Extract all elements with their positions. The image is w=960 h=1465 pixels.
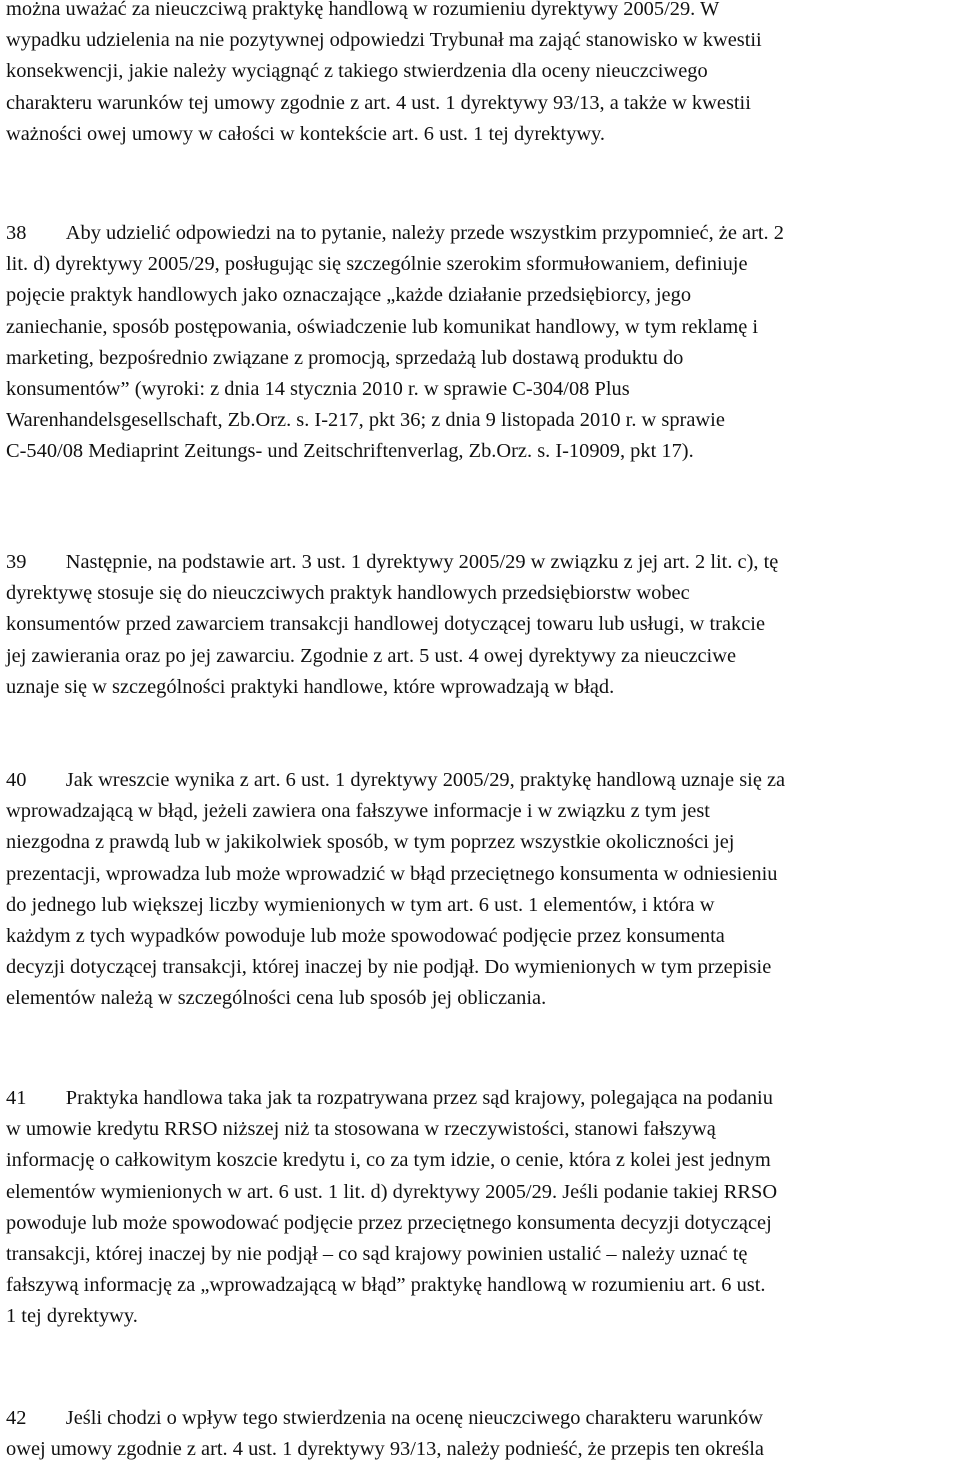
paragraph-42 — [6, 1403, 958, 1465]
text-line: wypadku udzielenia na nie pozytywnej odpowiedzi Trybunał ma zająć stanowisko w kwestii — [6, 29, 762, 52]
text-line: pojęcie praktyk handlowych jako oznaczające „każde działanie przedsiębiorcy, jego — [6, 284, 692, 307]
text-line: konsumentów” (wyroki: z dnia 14 stycznia 2010 r. w sprawie C‑304/08 Plus — [6, 377, 630, 400]
text-line: Jak wreszcie wynika z art. 6 ust. 1 dyrektywy 2005/29, praktykę handlową uznaje się za — [65, 769, 786, 791]
text-line: Praktyka handlowa taka jak ta rozpatrywana przez sąd krajowy, polegająca na podaniu — [65, 1087, 773, 1109]
text-line: wprowadzającą w błąd, jeżeli zawiera ona fałszywe informacje i w związku z tym jest — [6, 800, 710, 823]
text-line: dyrektywę stosuje się do nieuczciwych praktyk handlowych przedsiębiorstw wobec — [6, 582, 690, 605]
text-line: każdym z tych wypadków powoduje lub może spowodować podjęcie przez konsumenta — [6, 924, 725, 947]
text-line: elementów należą w szczególności cena lub sposób jej obliczania. — [6, 987, 547, 1010]
intro-paragraph — [6, 0, 958, 150]
text-line: do jednego lub większej liczby wymienionych w tym art. 6 ust. 1 elementów, i która w — [6, 893, 715, 916]
text-line: marketing, bezpośrednio związane z promocją, sprzedażą lub dostawą produktu do — [6, 346, 684, 369]
text-line: konsekwencji, jakie należy wyciągnąć z takiego stwierdzenia dla oceny nieuczciwego — [6, 60, 708, 83]
text-line: Jeśli chodzi o wpływ tego stwierdzenia na ocenę nieuczciwego charakteru warunków — [65, 1407, 763, 1429]
text-line: niezgodna z prawdą lub w jakikolwiek sposób, w tym poprzez wszystkie okoliczności jej — [6, 831, 735, 854]
text-line: decyzji dotyczącej transakcji, której inaczej by nie podjął. Do wymienionych w tym przepisie — [6, 956, 772, 979]
text-line: Aby udzielić odpowiedzi na to pytanie, należy przede wszystkim przypomnieć, że art. 2 — [65, 222, 784, 244]
text-line: elementów wymienionych w art. 6 ust. 1 lit. d) dyrektywy 2005/29. Jeśli podanie takiej RRSO — [6, 1180, 778, 1203]
text-line: transakcji, której inaczej by nie podjął – co sąd krajowy powinien ustalić – należy uznać tę — [6, 1242, 748, 1265]
text-line: informację o całkowitym koszcie kredytu i, co za tym idzie, o cenie, która z kolei jest jednym — [6, 1149, 771, 1172]
paragraph-number: 42 — [6, 1407, 27, 1429]
paragraph-number: 41 — [6, 1087, 27, 1109]
text-line: charakteru warunków tej umowy zgodnie z art. 4 ust. 1 dyrektywy 93/13, a także w kwestii — [6, 91, 751, 114]
text-line: w umowie kredytu RRSO niższej niż ta stosowana w rzeczywistości, stanowi fałszywą — [6, 1118, 716, 1141]
text-line: 1 tej dyrektywy. — [6, 1305, 138, 1328]
text-line: Następnie, na podstawie art. 3 ust. 1 dyrektywy 2005/29 w związku z jej art. 2 lit. c), tę — [65, 551, 779, 573]
text-line: fałszywą informację za „wprowadzającą w błąd” praktykę handlową w rozumieniu art. 6 ust. — [6, 1274, 766, 1297]
text-line: zaniechanie, sposób postępowania, oświadczenie lub komunikat handlowy, w tym reklamę i — [6, 315, 759, 338]
text-line: Warenhandelsgesellschaft, Zb.Orz. s. I‑217, pkt 36; z dnia 9 listopada 2010 r. w sprawie — [6, 409, 725, 432]
text-line: uznaje się w szczególności praktyki handlowe, które wprowadzają w błąd. — [6, 675, 615, 698]
text-line: powoduje lub może spowodować podjęcie przez przeciętnego konsumenta decyzji dotyczącej — [6, 1211, 772, 1234]
text-line: lit. d) dyrektywy 2005/29, posługując się szczególnie szerokim sformułowaniem, definiuje — [6, 253, 748, 276]
text-line: konsumentów przed zawarciem transakcji handlowej dotyczącej towaru lub usługi, w trakcie — [6, 613, 766, 636]
paragraph-40 — [6, 765, 958, 1015]
text-line: jej zawierania oraz po jej zawarciu. Zgodnie z art. 5 ust. 4 owej dyrektywy za nieuczciwe — [6, 644, 737, 667]
text-line: prezentacji, wprowadza lub może wprowadzić w błąd przeciętnego konsumenta w odniesieniu — [6, 862, 778, 885]
text-line: owej umowy zgodnie z art. 4 ust. 1 dyrektywy 93/13, należy podnieść, że przepis ten określa — [6, 1438, 764, 1461]
text-line: ważności owej umowy w całości w kontekście art. 6 ust. 1 tej dyrektywy. — [6, 122, 606, 145]
paragraph-number: 39 — [6, 551, 27, 573]
text-line: można uważać za nieuczciwą praktykę handlową w rozumieniu dyrektywy 2005/29. W — [6, 0, 720, 20]
paragraph-39 — [6, 547, 958, 703]
paragraph-number: 38 — [6, 222, 27, 244]
paragraph-38 — [6, 218, 958, 468]
text-line: C‑540/08 Mediaprint Zeitungs- und Zeitschriftenverlag, Zb.Orz. s. I‑10909, pkt 17). — [6, 440, 694, 463]
paragraph-41 — [6, 1083, 958, 1333]
paragraph-number: 40 — [6, 769, 27, 791]
